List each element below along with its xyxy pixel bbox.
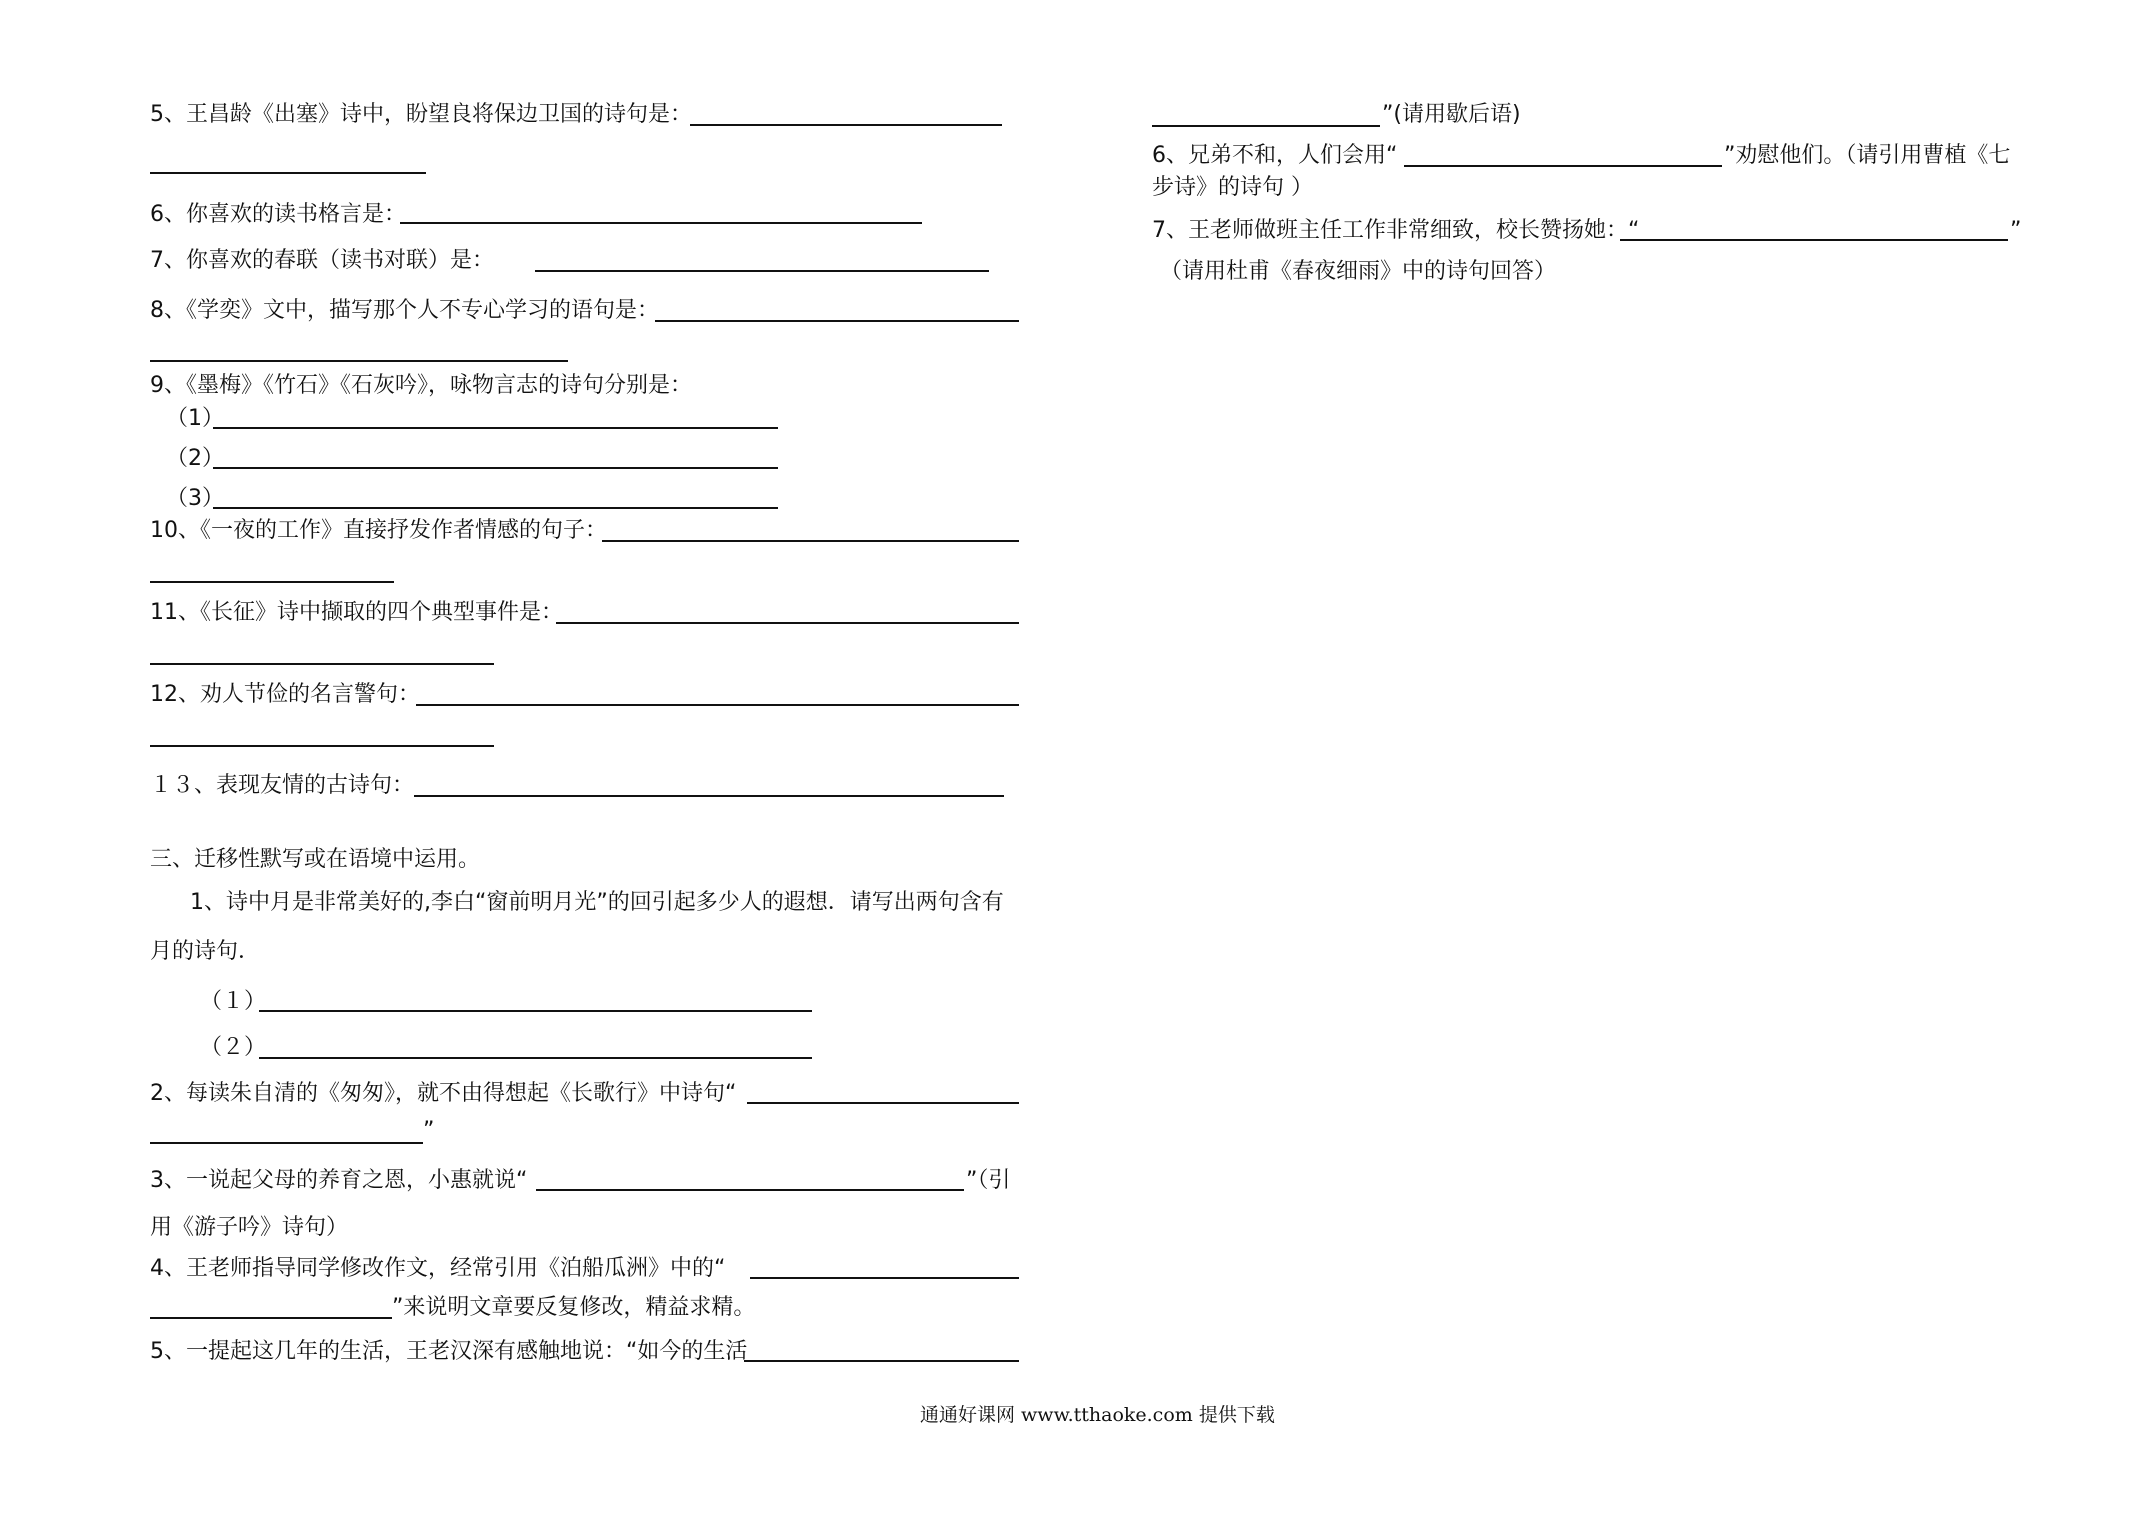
answer-blank[interactable] xyxy=(535,270,989,272)
item-6-text-tail: ”劝慰他们。（请引用曹植《七 xyxy=(1724,143,2011,168)
answer-blank[interactable] xyxy=(213,427,778,429)
sub-item-label: （１） xyxy=(200,989,267,1014)
item-1-text-cont: 月的诗句． xyxy=(150,939,261,964)
item-5-text: 5、一提起这几年的生活，王老汉深有感触地说：“如今的生活 xyxy=(150,1339,748,1364)
item-4-text-cont: ”来说明文章要反复修改，精益求精。 xyxy=(392,1295,756,1320)
answer-blank[interactable] xyxy=(655,320,1019,322)
answer-blank[interactable] xyxy=(150,172,426,174)
sub-item-label: （２） xyxy=(200,1035,267,1060)
item-7-text-cont: （请用杜甫《春夜细雨》中的诗句回答） xyxy=(1160,259,1557,284)
answer-blank[interactable] xyxy=(150,1142,423,1144)
closing-quote: ” xyxy=(423,1118,435,1143)
answer-blank[interactable] xyxy=(150,663,494,665)
answer-blank[interactable] xyxy=(1404,165,1722,167)
answer-blank[interactable] xyxy=(400,222,922,224)
answer-blank[interactable] xyxy=(1620,239,2008,241)
answer-blank[interactable] xyxy=(259,1010,812,1012)
answer-blank[interactable] xyxy=(213,467,778,469)
item-4-text: 4、王老师指导同学修改作文，经常引用《泊船瓜洲》中的“ xyxy=(150,1256,726,1281)
question-11-text: 11、《长征》诗中撷取的四个典型事件是： xyxy=(150,600,563,625)
answer-blank[interactable] xyxy=(150,745,494,747)
answer-blank[interactable] xyxy=(150,581,394,583)
answer-blank[interactable] xyxy=(602,540,1019,542)
question-8-text: 8、《学奕》文中，描写那个人不专心学习的语句是： xyxy=(150,298,659,323)
item-6-text-cont: 步诗》的诗句 ） xyxy=(1152,175,1313,200)
question-13-text: １３、表现友情的古诗句： xyxy=(150,773,415,798)
item-3-text-cont: 用《游子吟》诗句） xyxy=(150,1215,349,1240)
item-6-text: 6、兄弟不和，人们会用“ xyxy=(1152,143,1398,168)
answer-blank[interactable] xyxy=(259,1057,812,1059)
section-3-heading: 三、迁移性默写或在语境中运用。 xyxy=(150,847,481,872)
answer-blank[interactable] xyxy=(414,795,1004,797)
item-7-text: 7、王老师做班主任工作非常细致，校长赞扬她：“ xyxy=(1152,218,1640,243)
question-9-text: 9、《墨梅》《竹石》《石灰吟》，咏物言志的诗句分别是： xyxy=(150,373,692,398)
closing-quote: ” xyxy=(2010,218,2022,243)
answer-blank[interactable] xyxy=(150,1317,392,1319)
answer-blank[interactable] xyxy=(747,1102,1019,1104)
answer-blank[interactable] xyxy=(1152,125,1380,127)
answer-blank[interactable] xyxy=(213,507,778,509)
sub-item-label: （2） xyxy=(166,446,224,471)
question-6-text: 6、你喜欢的读书格言是： xyxy=(150,202,406,227)
item-2-text: 2、每读朱自清的《匆匆》，就不由得想起《长歌行》中诗句“ xyxy=(150,1081,737,1106)
sub-item-label: （3） xyxy=(166,486,224,511)
answer-blank[interactable] xyxy=(744,1360,1019,1362)
answer-blank[interactable] xyxy=(150,360,568,362)
question-5-text: 5、王昌龄《出塞》诗中，盼望良将保边卫国的诗句是： xyxy=(150,102,692,127)
item-5-text-cont: ”(请用歇后语) xyxy=(1382,102,1521,127)
answer-blank[interactable] xyxy=(536,1189,964,1191)
answer-blank[interactable] xyxy=(750,1277,1019,1279)
answer-blank[interactable] xyxy=(556,622,1019,624)
item-1-text: 1、诗中月是非常美好的,李白“窗前明月光”的回引起多少人的遐想．请写出两句含有 xyxy=(190,890,1004,915)
page-footer: 通通好课网 www.tthaoke.com 提供下载 xyxy=(920,1404,1275,1426)
sub-item-label: （1） xyxy=(166,406,224,431)
answer-blank[interactable] xyxy=(416,704,1019,706)
item-3-text-tail: ”（引 xyxy=(966,1168,1011,1193)
question-7-text: 7、你喜欢的春联（读书对联）是： xyxy=(150,248,494,273)
answer-blank[interactable] xyxy=(690,124,1002,126)
question-10-text: 10、《一夜的工作》直接抒发作者情感的句子： xyxy=(150,518,607,543)
item-3-text: 3、一说起父母的养育之恩，小惠就说“ xyxy=(150,1168,528,1193)
question-12-text: 12、劝人节俭的名言警句： xyxy=(150,682,420,707)
